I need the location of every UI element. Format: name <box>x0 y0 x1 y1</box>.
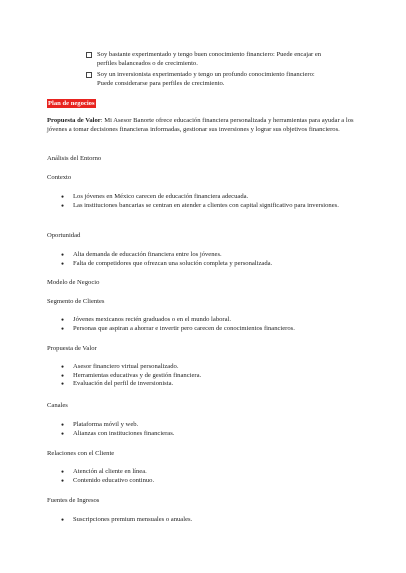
list-item: ● Personas que aspiran a ahorrar e invertir pero carecen de conocimientos financieros. <box>61 325 361 334</box>
checkbox-option-experienced[interactable] <box>86 51 376 68</box>
list-item: ● Atención al cliente en línea. <box>61 468 361 477</box>
propuesta-heading: Propuesta de Valor <box>47 345 97 352</box>
list-item: ● Asesor financiero virtual personalizado. <box>61 363 361 372</box>
relaciones-list <box>61 468 361 485</box>
checkbox-icon[interactable] <box>86 52 92 58</box>
list-item: ● Herramientas educativas y de gestión financiera. <box>61 372 361 381</box>
list-item: ● Los jóvenes en México carecen de educación financiera adecuada. <box>61 193 361 202</box>
intro-label: Propuesta de Valor <box>47 117 101 124</box>
fuentes-heading: Fuentes de Ingresos <box>47 497 100 504</box>
propuesta-list <box>61 363 361 389</box>
intro-text: : Mi Asesor Banorte ofrece educación financiera personalizada y herramientas para ayudar a los jóvenes a tomar decisiones financieras informadas, gestionar sus inversiones y lograr sus objetivos financieros. <box>47 117 354 133</box>
checkbox-label-line1: Soy bastante experimentado y tengo buen conocimiento financiero: Puede encajar en <box>97 51 322 58</box>
canales-heading: Canales <box>47 402 68 409</box>
canales-list <box>61 421 361 438</box>
list-item: ● Las instituciones bancarias se centran en atender a clientes con capital significativo para inversiones. <box>61 202 361 211</box>
list-item: ● Suscripciones premium mensuales o anuales. <box>61 516 361 525</box>
list-item: ● Alianzas con instituciones financieras. <box>61 430 361 439</box>
modelo-heading: Modelo de Negocio <box>47 279 100 286</box>
segmento-heading: Segmento de Clientes <box>47 298 105 305</box>
highlighted-heading: Plan de negocios <box>48 100 95 107</box>
segmento-list <box>61 316 361 333</box>
contexto-heading: Contexto <box>47 174 72 181</box>
checkbox-icon[interactable] <box>86 72 92 78</box>
checkbox-label-line2: Puede considerarse para perfiles de crecimiento. <box>97 79 225 87</box>
list-item: ● Alta demanda de educación financiera entre los jóvenes. <box>61 251 361 260</box>
list-item: ● Evaluación del perfil de inversionista. <box>61 380 361 389</box>
fuentes-list <box>61 516 361 525</box>
checkbox-label-line1: Soy un inversionista experimentado y tengo un profundo conocimiento financiero: <box>97 71 315 78</box>
intro-paragraph <box>47 117 367 134</box>
oportunidad-heading: Oportunidad <box>47 232 81 239</box>
contexto-list <box>61 193 361 210</box>
relaciones-heading: Relaciones con el Cliente <box>47 450 115 457</box>
list-item: ● Plataforma móvil y web. <box>61 421 361 430</box>
analisis-heading: Análisis del Entorno <box>47 155 102 162</box>
checkbox-label-line2: perfiles balanceados o de crecimiento. <box>97 59 198 67</box>
list-item: ● Jóvenes mexicanos recién graduados o en el mundo laboral. <box>61 316 361 325</box>
checkbox-option-expert[interactable] <box>86 71 376 88</box>
oportunidad-list <box>61 251 361 268</box>
list-item: ● Falta de competidores que ofrezcan una solución completa y personalizada. <box>61 260 361 269</box>
list-item: ● Contenido educativo continuo. <box>61 477 361 486</box>
